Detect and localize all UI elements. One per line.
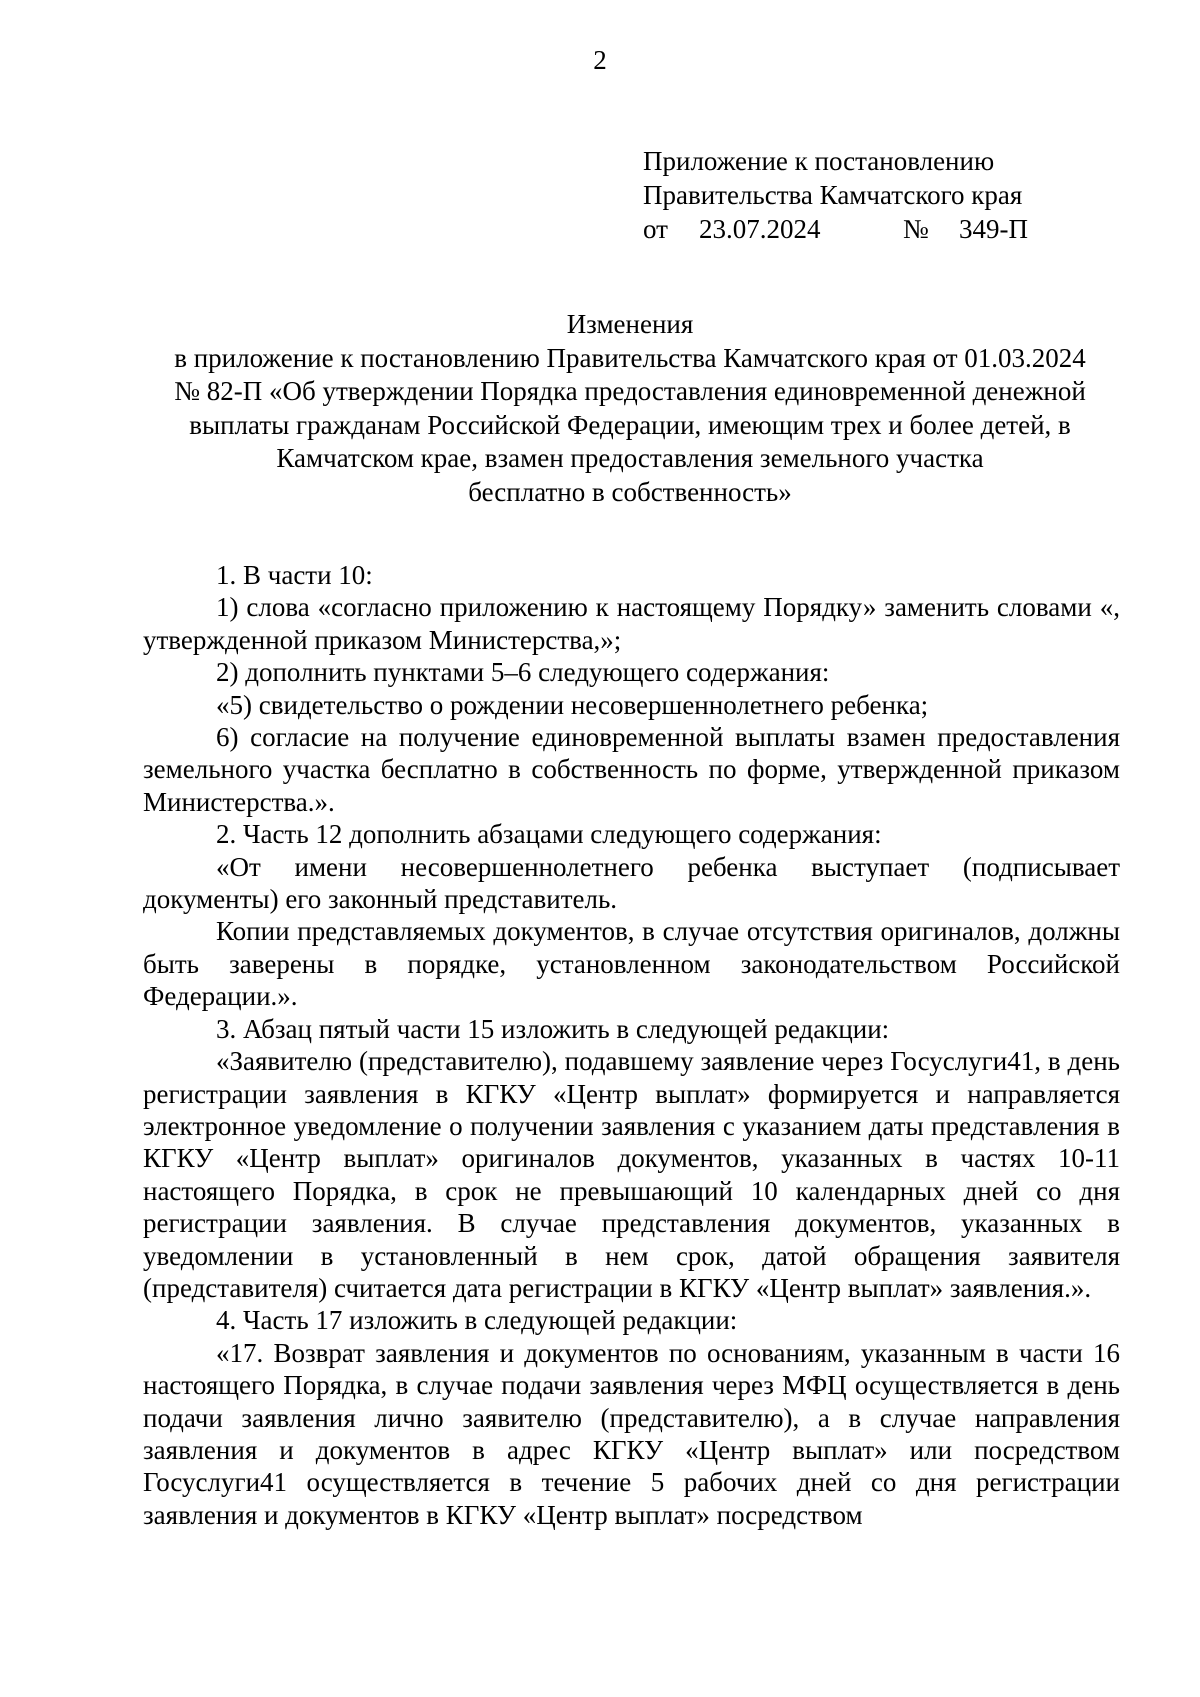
paragraph: «Заявителю (представителю), подавшему заявление через Госуслуги41, в день регистрации заявления в КГКУ «Центр выплат» формируется и направляется электронное уведомление о получении заявления с указанием даты представления в КГКУ «Центр выплат» оригиналов документов, указанных в частях 10-11 настоящего Порядка, в срок не превышающий 10 календарных дней со дня регистрации заявления. В случае представления документов, указанных в уведомлении в установленный в нем срок, датой обращения заявителя (представителя) считается дата регистрации в КГКУ «Центр выплат» заявления.». [143, 1046, 1120, 1303]
appendix-number-sign: № [903, 214, 929, 244]
appendix-from-label: от [643, 214, 668, 244]
paragraph: 2) дополнить пунктами 5–6 следующего содержания: [216, 657, 830, 688]
title-line-6: бесплатно в собственность» [468, 476, 792, 507]
paragraph: 1) слова «согласно приложению к настоящему Порядку» заменить словами «, утвержденной приказом Министерства,»; [143, 592, 1120, 655]
paragraph: 6) согласие на получение единовременной выплаты взамен предоставления земельного участка бесплатно в собственность по форме, утвержденной приказом Министерства.». [143, 722, 1120, 817]
paragraph: 3. Абзац пятый части 15 изложить в следующей редакции: [216, 1013, 890, 1044]
appendix-date-row [643, 212, 1028, 246]
paragraph: «17. Возврат заявления и документов по основаниям, указанным в части 16 настоящего Порядка, в случае подачи заявления через МФЦ осуществляется в день подачи заявления лично заявителю (представителю), а в случае направления заявления и документов в адрес КГКУ «Центр выплат» или посредством Госуслуги41 осуществляется в течение 5 рабочих дней со дня регистрации заявления и документов в КГКУ «Центр выплат» посредством [143, 1337, 1120, 1530]
title-line-1: Изменения [566, 309, 694, 339]
paragraph: 2. Часть 12 дополнить абзацами следующего содержания: [216, 819, 882, 850]
appendix-line-2: Правительства Камчатского края [643, 180, 1023, 210]
paragraph: 1. В части 10: [216, 560, 373, 590]
paragraph: «5) свидетельство о рождении несовершеннолетнего ребенка; [216, 689, 929, 720]
appendix-header [643, 144, 1028, 246]
document-body [143, 559, 1120, 1531]
title-line-3: № 82-П «Об утверждении Порядка предоставления единовременной денежной [174, 376, 1086, 406]
paragraph: 4. Часть 17 изложить в следующей редакции: [216, 1305, 738, 1336]
title-line-5: Камчатском крае, взамен предоставления земельного участка [276, 443, 984, 473]
paragraph: «От имени несовершеннолетнего ребенка выступает (подписывает документы) его законный представитель. [143, 851, 1120, 915]
page-number: 2 [593, 45, 607, 75]
title-line-2: в приложение к постановлению Правительства Камчатского края от 01.03.2024 [174, 342, 1086, 373]
appendix-line-1: Приложение к постановлению [643, 146, 995, 176]
appendix-date: 23.07.2024 [699, 214, 821, 244]
title-line-4: выплаты гражданам Российской Федерации, имеющим трех и более детей, в [189, 409, 1071, 440]
document-title [130, 308, 1130, 509]
paragraph: Копии представляемых документов, в случае отсутствия оригиналов, должны быть заверены в порядке, установленном законодательством Российской Федерации.». [143, 916, 1120, 1012]
appendix-number: 349-П [959, 214, 1028, 244]
